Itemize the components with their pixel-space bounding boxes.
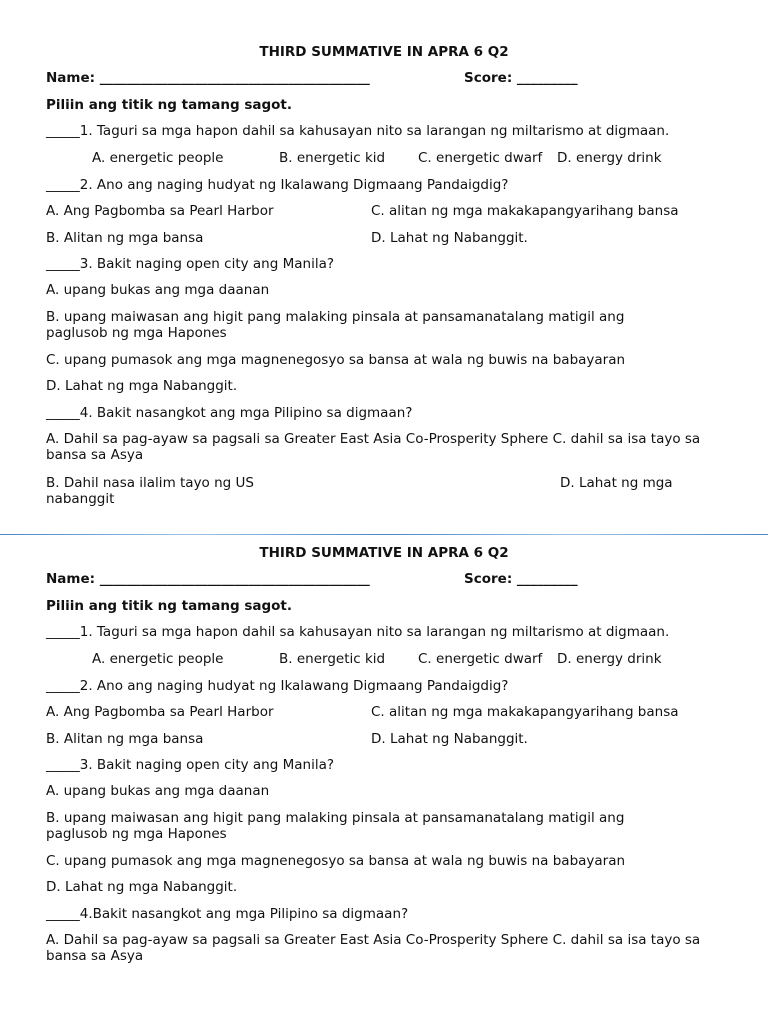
name-blank: ________________________________________ (99, 70, 370, 86)
score-blank: _________ (516, 571, 578, 587)
q1-choice-c: C. energetic dwarf (418, 150, 543, 166)
quiz-title: THIRD SUMMATIVE IN APRA 6 Q2 (259, 545, 509, 561)
q4-choice-b-d (46, 475, 726, 507)
q1-choice-a: A. energetic people (92, 150, 224, 166)
q4-choice-a-c: A. Dahil sa pag-ayaw sa pagsali sa Greater East Asia Co-Prosperity Sphere C. dahil sa isa tayo sa bansa sa Asya (46, 932, 701, 964)
q2-choice-d: D. Lahat ng Nabanggit. (371, 230, 528, 246)
q1-choice-d: D. energy drink (557, 651, 662, 667)
q1-choice-b: B. energetic kid (279, 651, 386, 667)
q1-choice-b: B. energetic kid (279, 150, 386, 166)
q3-choice-a: A. upang bukas ang mga daanan (46, 282, 270, 298)
q2-choice-a: A. Ang Pagbomba sa Pearl Harbor (46, 203, 274, 219)
q4-choice-d: D. Lahat ng mga nabanggit (46, 475, 673, 507)
q2-choice-c: C. alitan ng mga makakapangyarihang bansa (371, 203, 679, 219)
instructions: Piliin ang titik ng tamang sagot. (46, 97, 292, 113)
question-3: _____3. Bakit naging open city ang Manila? (46, 757, 335, 773)
instructions: Piliin ang titik ng tamang sagot. (46, 598, 292, 614)
name-label: Name: ________________________________________ (46, 70, 370, 86)
q3-choice-c: C. upang pumasok ang mga magnenegosyo sa bansa at wala ng buwis na babayaran (46, 853, 626, 869)
question-3: _____3. Bakit naging open city ang Manila? (46, 256, 335, 272)
name-blank: ________________________________________ (99, 571, 370, 587)
q1-choice-a: A. energetic people (92, 651, 224, 667)
page-divider (0, 534, 768, 535)
q2-choice-b: B. Alitan ng mga bansa (46, 731, 204, 747)
quiz-title: THIRD SUMMATIVE IN APRA 6 Q2 (259, 44, 509, 60)
q3-choice-a: A. upang bukas ang mga daanan (46, 783, 270, 799)
score-label: Score: _________ (464, 70, 578, 86)
q3-choice-c: C. upang pumasok ang mga magnenegosyo sa bansa at wala ng buwis na babayaran (46, 352, 626, 368)
q2-choice-a: A. Ang Pagbomba sa Pearl Harbor (46, 704, 274, 720)
q1-choice-c: C. energetic dwarf (418, 651, 543, 667)
question-2: _____2. Ano ang naging hudyat ng Ikalawang Digmaang Pandaigdig? (46, 678, 509, 694)
question-4: _____4. Bakit nasangkot ang mga Pilipino sa digmaan? (46, 405, 413, 421)
q4-choice-a-c: A. Dahil sa pag-ayaw sa pagsali sa Greater East Asia Co-Prosperity Sphere C. dahil sa isa tayo sa bansa sa Asya (46, 431, 701, 463)
q2-choice-d: D. Lahat ng Nabanggit. (371, 731, 528, 747)
q3-choice-d: D. Lahat ng mga Nabanggit. (46, 879, 238, 895)
question-2: _____2. Ano ang naging hudyat ng Ikalawang Digmaang Pandaigdig? (46, 177, 509, 193)
q1-choice-d: D. energy drink (557, 150, 662, 166)
q3-choice-d: D. Lahat ng mga Nabanggit. (46, 378, 238, 394)
question-1: _____1. Taguri sa mga hapon dahil sa kahusayan nito sa larangan ng miltarismo at digmaan. (46, 624, 670, 640)
q3-choice-b: B. upang maiwasan ang higit pang malaking pinsala at pansamanatalang matigil ang paglusob ng mga Hapones (46, 810, 625, 842)
question-4: _____4.Bakit nasangkot ang mga Pilipino sa digmaan? (46, 906, 409, 922)
q4-choice-b: B. Dahil nasa ilalim tayo ng US (46, 475, 254, 491)
question-1: _____1. Taguri sa mga hapon dahil sa kahusayan nito sa larangan ng miltarismo at digmaan. (46, 123, 670, 139)
score-blank: _________ (516, 70, 578, 86)
q3-choice-b: B. upang maiwasan ang higit pang malaking pinsala at pansamanatalang matigil ang paglusob ng mga Hapones (46, 309, 625, 341)
score-label: Score: _________ (464, 571, 578, 587)
name-label: Name: ________________________________________ (46, 571, 370, 587)
q2-choice-c: C. alitan ng mga makakapangyarihang bansa (371, 704, 679, 720)
q2-choice-b: B. Alitan ng mga bansa (46, 230, 204, 246)
